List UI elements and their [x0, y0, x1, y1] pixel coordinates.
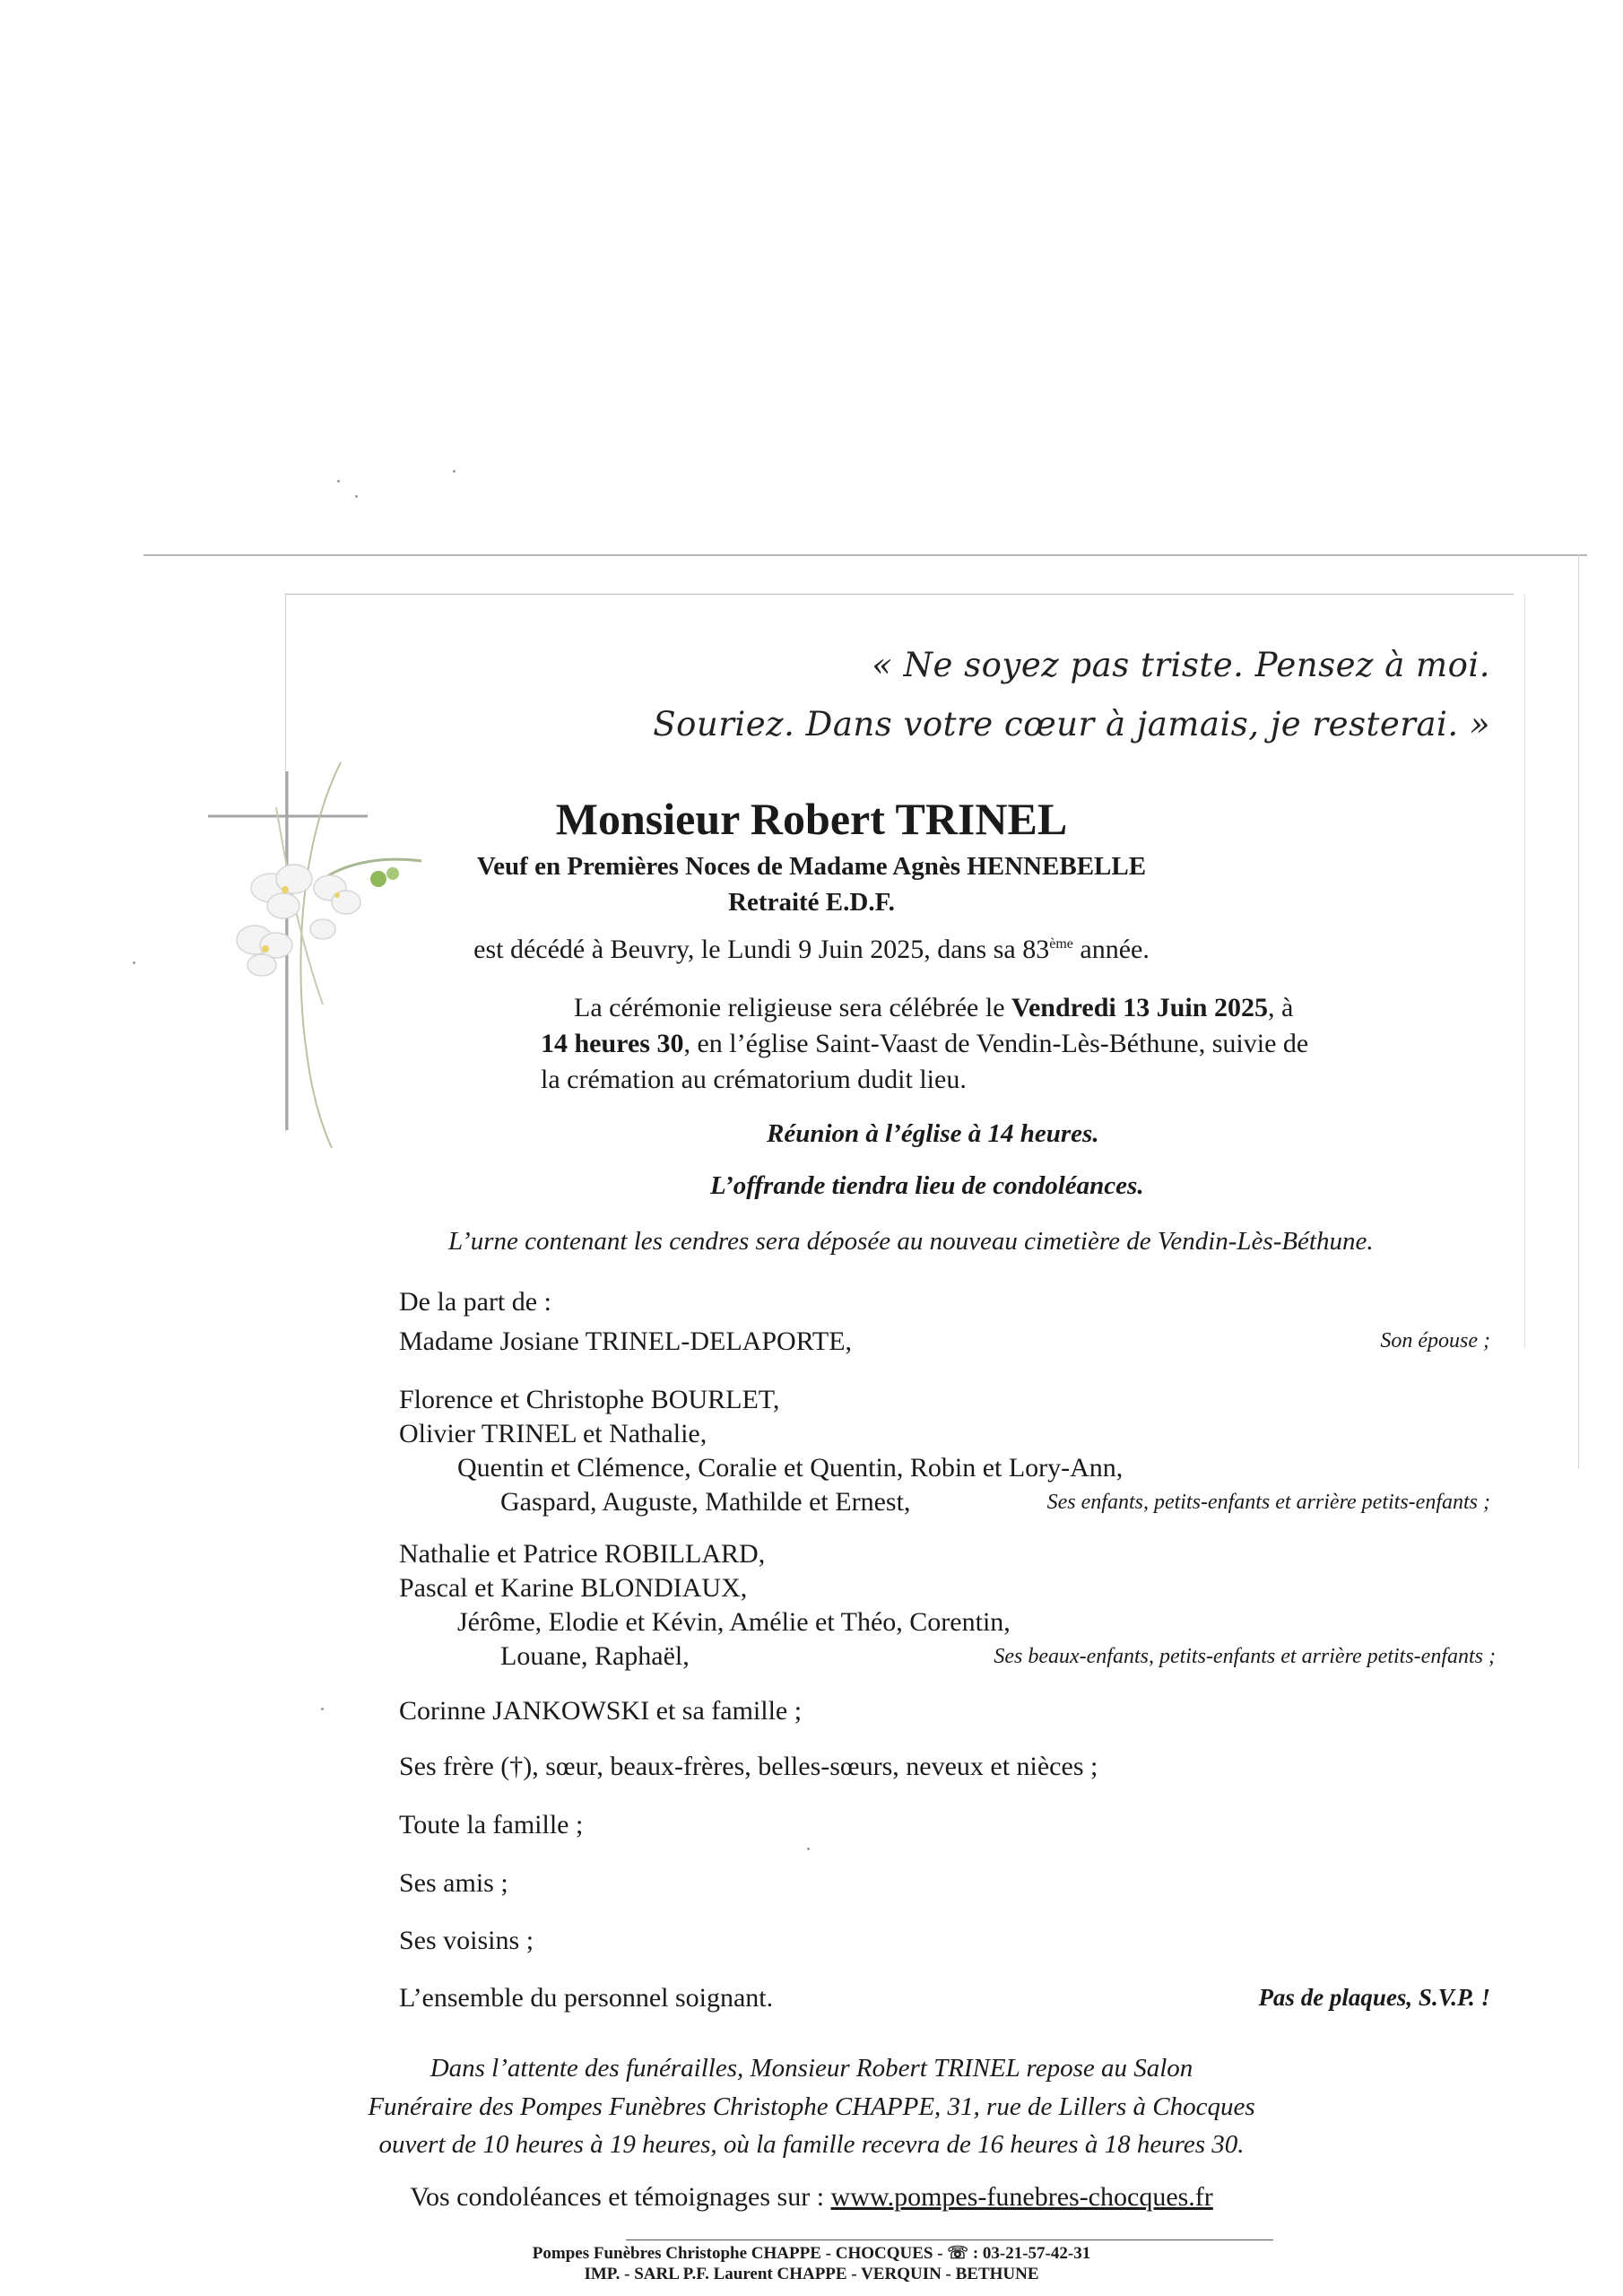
ceremony-date: Vendredi 13 Juin 2025 [1011, 993, 1268, 1022]
scan-speck [355, 495, 358, 498]
card-fold-right [1524, 594, 1525, 1347]
child-line: Olivier TRINEL et Nathalie, [399, 1419, 707, 1448]
quote-line-1: « Ne soyez pas triste. Pensez à moi. [872, 646, 1490, 684]
ceremony-text: , en l’église Saint-Vaast de Vendin-Lès-Béthune, suivie de [683, 1029, 1309, 1058]
scan-speck [321, 1708, 324, 1710]
scan-speck [453, 470, 456, 473]
ceremony-line-1 [574, 993, 1293, 1023]
scan-speck [807, 1848, 810, 1850]
step-great-grandchild-line: Louane, Raphaël, [500, 1641, 690, 1671]
ceremony-line-2 [541, 1029, 1308, 1059]
child-line: Florence et Christophe BOURLET, [399, 1385, 780, 1414]
stepchild-line: Nathalie et Patrice ROBILLARD, [399, 1539, 766, 1569]
footer-printer: IMP. - SARL P.F. Laurent CHAPPE - VERQUIN - BETHUNE [584, 2265, 1039, 2283]
salon-line-3: ouvert de 10 heures à 19 heures, où la famille recevra de 16 heures à 18 heures 30. [378, 2130, 1245, 2159]
other-family-line: Ses frère (†), sœur, beaux-frères, belles-sœurs, neveux et nièces ; [399, 1752, 1098, 1781]
stepchildren-role: Ses beaux-enfants, petits-enfants et arrière petits-enfants ; [994, 1645, 1496, 1668]
card-border-top [285, 594, 1514, 595]
widower-line: Veuf en Premières Noces de Madame Agnès HENNEBELLE [476, 852, 1147, 881]
other-family-line: L’ensemble du personnel soignant. [399, 1983, 774, 2013]
salon-line-2: Funéraire des Pompes Funèbres Christophe CHAPPE, 31, rue de Lillers à Chocques [368, 2092, 1255, 2121]
grandchild-line: Quentin et Clémence, Coralie et Quentin, Robin et Lory-Ann, [457, 1453, 1124, 1483]
ceremony-text: , à [1267, 993, 1294, 1022]
no-plaques-note: Pas de plaques, S.V.P. ! [1258, 1984, 1490, 2011]
death-text-end: année. [1072, 935, 1150, 964]
death-announcement [0, 935, 1623, 965]
card-border-right [1578, 554, 1579, 1469]
death-ordinal-sup: ème [1049, 936, 1073, 952]
ceremony-line-3: la crémation au crématorium dudit lieu. [541, 1065, 967, 1094]
condolences-line [0, 2182, 1623, 2213]
spouse-name: Madame Josiane TRINEL-DELAPORTE, [399, 1326, 853, 1356]
paper-edge-line [143, 554, 1587, 556]
ceremony-time: 14 heures 30 [541, 1029, 684, 1058]
scan-speck [337, 480, 340, 483]
family-intro: De la part de : [399, 1287, 551, 1317]
condolences-link[interactable]: www.pompes-funebres-chocques.fr [830, 2182, 1213, 2212]
children-role: Ses enfants, petits-enfants et arrière petits-enfants ; [1046, 1491, 1490, 1514]
footer-rule [626, 2239, 1273, 2240]
urne-note: L’urne contenant les cendres sera déposée au nouveau cimetière de Vendin-Lès-Béthune. [448, 1227, 1374, 1256]
other-family-line: Toute la famille ; [399, 1810, 584, 1839]
stepchild-line: Pascal et Karine BLONDIAUX, [399, 1573, 748, 1603]
other-family-line: Corinne JANKOWSKI et sa famille ; [399, 1696, 803, 1726]
condolences-text: Vos condoléances et témoignages sur : [410, 2182, 831, 2212]
other-family-line: Ses voisins ; [399, 1926, 534, 1955]
death-text: est décédé à Beuvry, le Lundi 9 Juin 2025, dans sa 83 [473, 935, 1050, 964]
reunion-note: Réunion à l’église à 14 heures. [767, 1119, 1099, 1148]
offrande-note: L’offrande tiendra lieu de condoléances. [710, 1171, 1144, 1200]
footer-funeral-home: Pompes Funèbres Christophe CHAPPE - CHOCQUES - ☏ : 03-21-57-42-31 [532, 2244, 1091, 2263]
spouse-role: Son épouse ; [1380, 1329, 1490, 1352]
great-grandchild-line: Gaspard, Auguste, Mathilde et Ernest, [500, 1487, 911, 1517]
quote-line-2: Souriez. Dans votre cœur à jamais, je resterai. » [653, 705, 1490, 744]
deceased-name: Monsieur Robert TRINEL [555, 794, 1068, 844]
ceremony-text: La cérémonie religieuse sera célébrée le [574, 993, 1012, 1022]
step-grandchild-line: Jérôme, Elodie et Kévin, Amélie et Théo, Corentin, [457, 1607, 1011, 1637]
other-family-line: Ses amis ; [399, 1868, 508, 1898]
retired-line: Retraité E.D.F. [728, 888, 895, 917]
salon-line-1: Dans l’attente des funérailles, Monsieur Robert TRINEL repose au Salon [430, 2054, 1193, 2083]
